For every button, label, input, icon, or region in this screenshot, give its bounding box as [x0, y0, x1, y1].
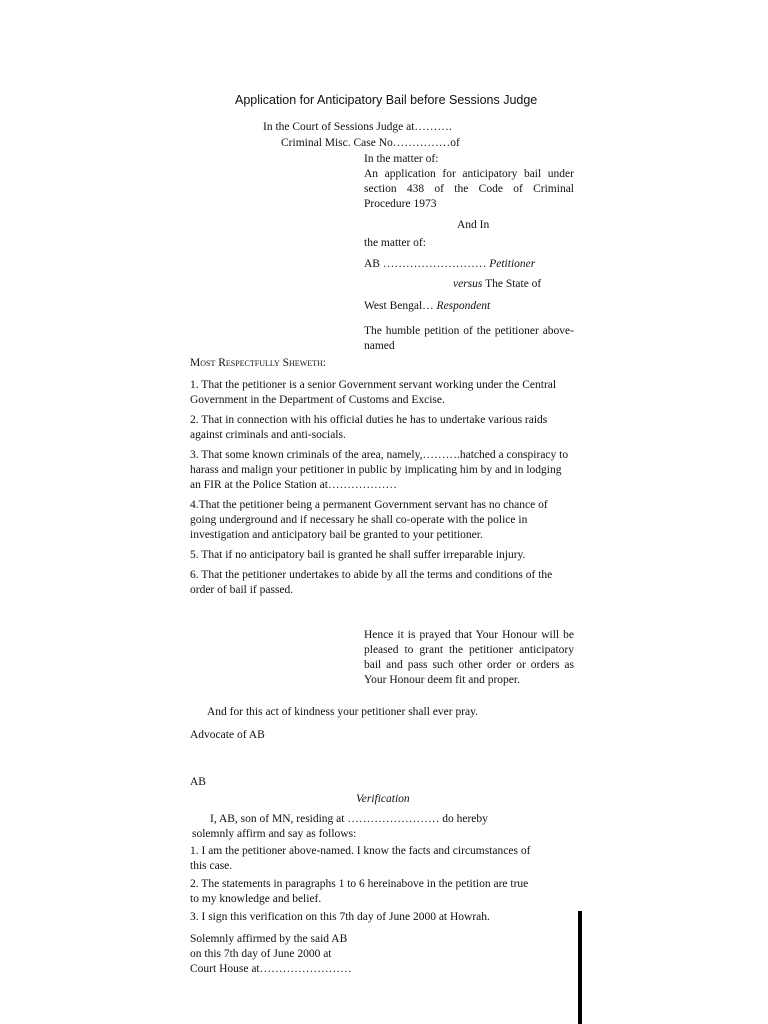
versus-line: [453, 277, 541, 292]
respondent-line: [364, 299, 490, 314]
advocate-signature: Advocate of AB: [190, 729, 265, 741]
verification-item-1: 1. I am the petitioner above-named. I know the facts and circumstances of this case.: [190, 845, 531, 872]
closing-line: And for this act of kindness your petitioner shall ever pray.: [207, 706, 479, 718]
verification-list: [190, 844, 535, 925]
petitioner-line: [364, 257, 535, 272]
paragraph-2: 2. That in connection with his official duties he has to undertake various raids against criminals and anti-socials.: [190, 414, 548, 441]
page-edge-rule: [578, 911, 582, 1024]
case-number-line: Criminal Misc. Case No……………of: [281, 137, 460, 149]
verification-intro: I, AB, son of MN, residing at …………………… do hereby solemnly affirm and say as follows:: [192, 813, 488, 840]
versus-word: versus: [453, 278, 483, 290]
respondent-name: West Bengal…: [364, 300, 434, 312]
verification-item-2: 2. The statements in paragraphs 1 to 6 hereinabove in the petition are true to my knowledge and belief.: [190, 878, 529, 905]
paragraph-1: 1. That the petitioner is a senior Government servant working under the Central Government in the Department of Customs and Excise.: [190, 379, 557, 406]
state-text: The State of: [485, 278, 542, 290]
verification-heading: Verification: [356, 793, 410, 805]
document-title: Application for Anticipatory Bail before Sessions Judge: [235, 93, 538, 107]
the-matter-of: the matter of:: [364, 237, 426, 249]
signatory-name: AB: [190, 776, 206, 788]
affirmation-line-1: Solemnly affirmed by the said AB: [190, 933, 348, 945]
petitioner-role: Petitioner: [489, 258, 536, 270]
humble-petition: The humble petition of the petitioner above-named: [364, 325, 574, 352]
affirmation-line-3: Court House at……………………: [190, 963, 352, 975]
in-the-matter-of: In the matter of:: [364, 153, 439, 165]
paragraph-4: 4.That the petitioner being a permanent Government servant has no chance of going underground and if necessary he shall co-operate with the police in investigation and anticipatory bail be granted to your petitioner.: [190, 499, 548, 541]
verification-item-3: 3. I sign this verification on this 7th day of June 2000 at Howrah.: [190, 911, 490, 923]
paragraph-5: 5. That if no anticipatory bail is granted he shall suffer irreparable injury.: [190, 549, 526, 561]
application-description: An application for anticipatory bail under section 438 of the Code of Criminal Procedure 1973: [364, 168, 574, 210]
salutation: Most Respectfully Sheweth:: [190, 357, 326, 369]
affirmation-block: [190, 932, 352, 977]
paragraph-list: [190, 378, 570, 598]
paragraph-3: 3. That some known criminals of the area, namely,……….hatched a conspiracy to harass and malign your petitioner in public by implicating him by and in lodging an FIR at the Police Station at………………: [190, 449, 569, 491]
prayer-paragraph: Hence it is prayed that Your Honour will be pleased to grant the petitioner anticipatory bail and pass such other order or orders as Your Honour deem fit and proper.: [364, 629, 574, 686]
affirmation-line-2: on this 7th day of June 2000 at: [190, 948, 332, 960]
and-in: And In: [457, 219, 490, 231]
respondent-role: Respondent: [436, 300, 491, 312]
petitioner-name: AB ………………………: [364, 258, 487, 270]
paragraph-6: 6. That the petitioner undertakes to abide by all the terms and conditions of the order of bail if passed.: [190, 569, 553, 596]
court-line: In the Court of Sessions Judge at……….: [263, 121, 452, 133]
